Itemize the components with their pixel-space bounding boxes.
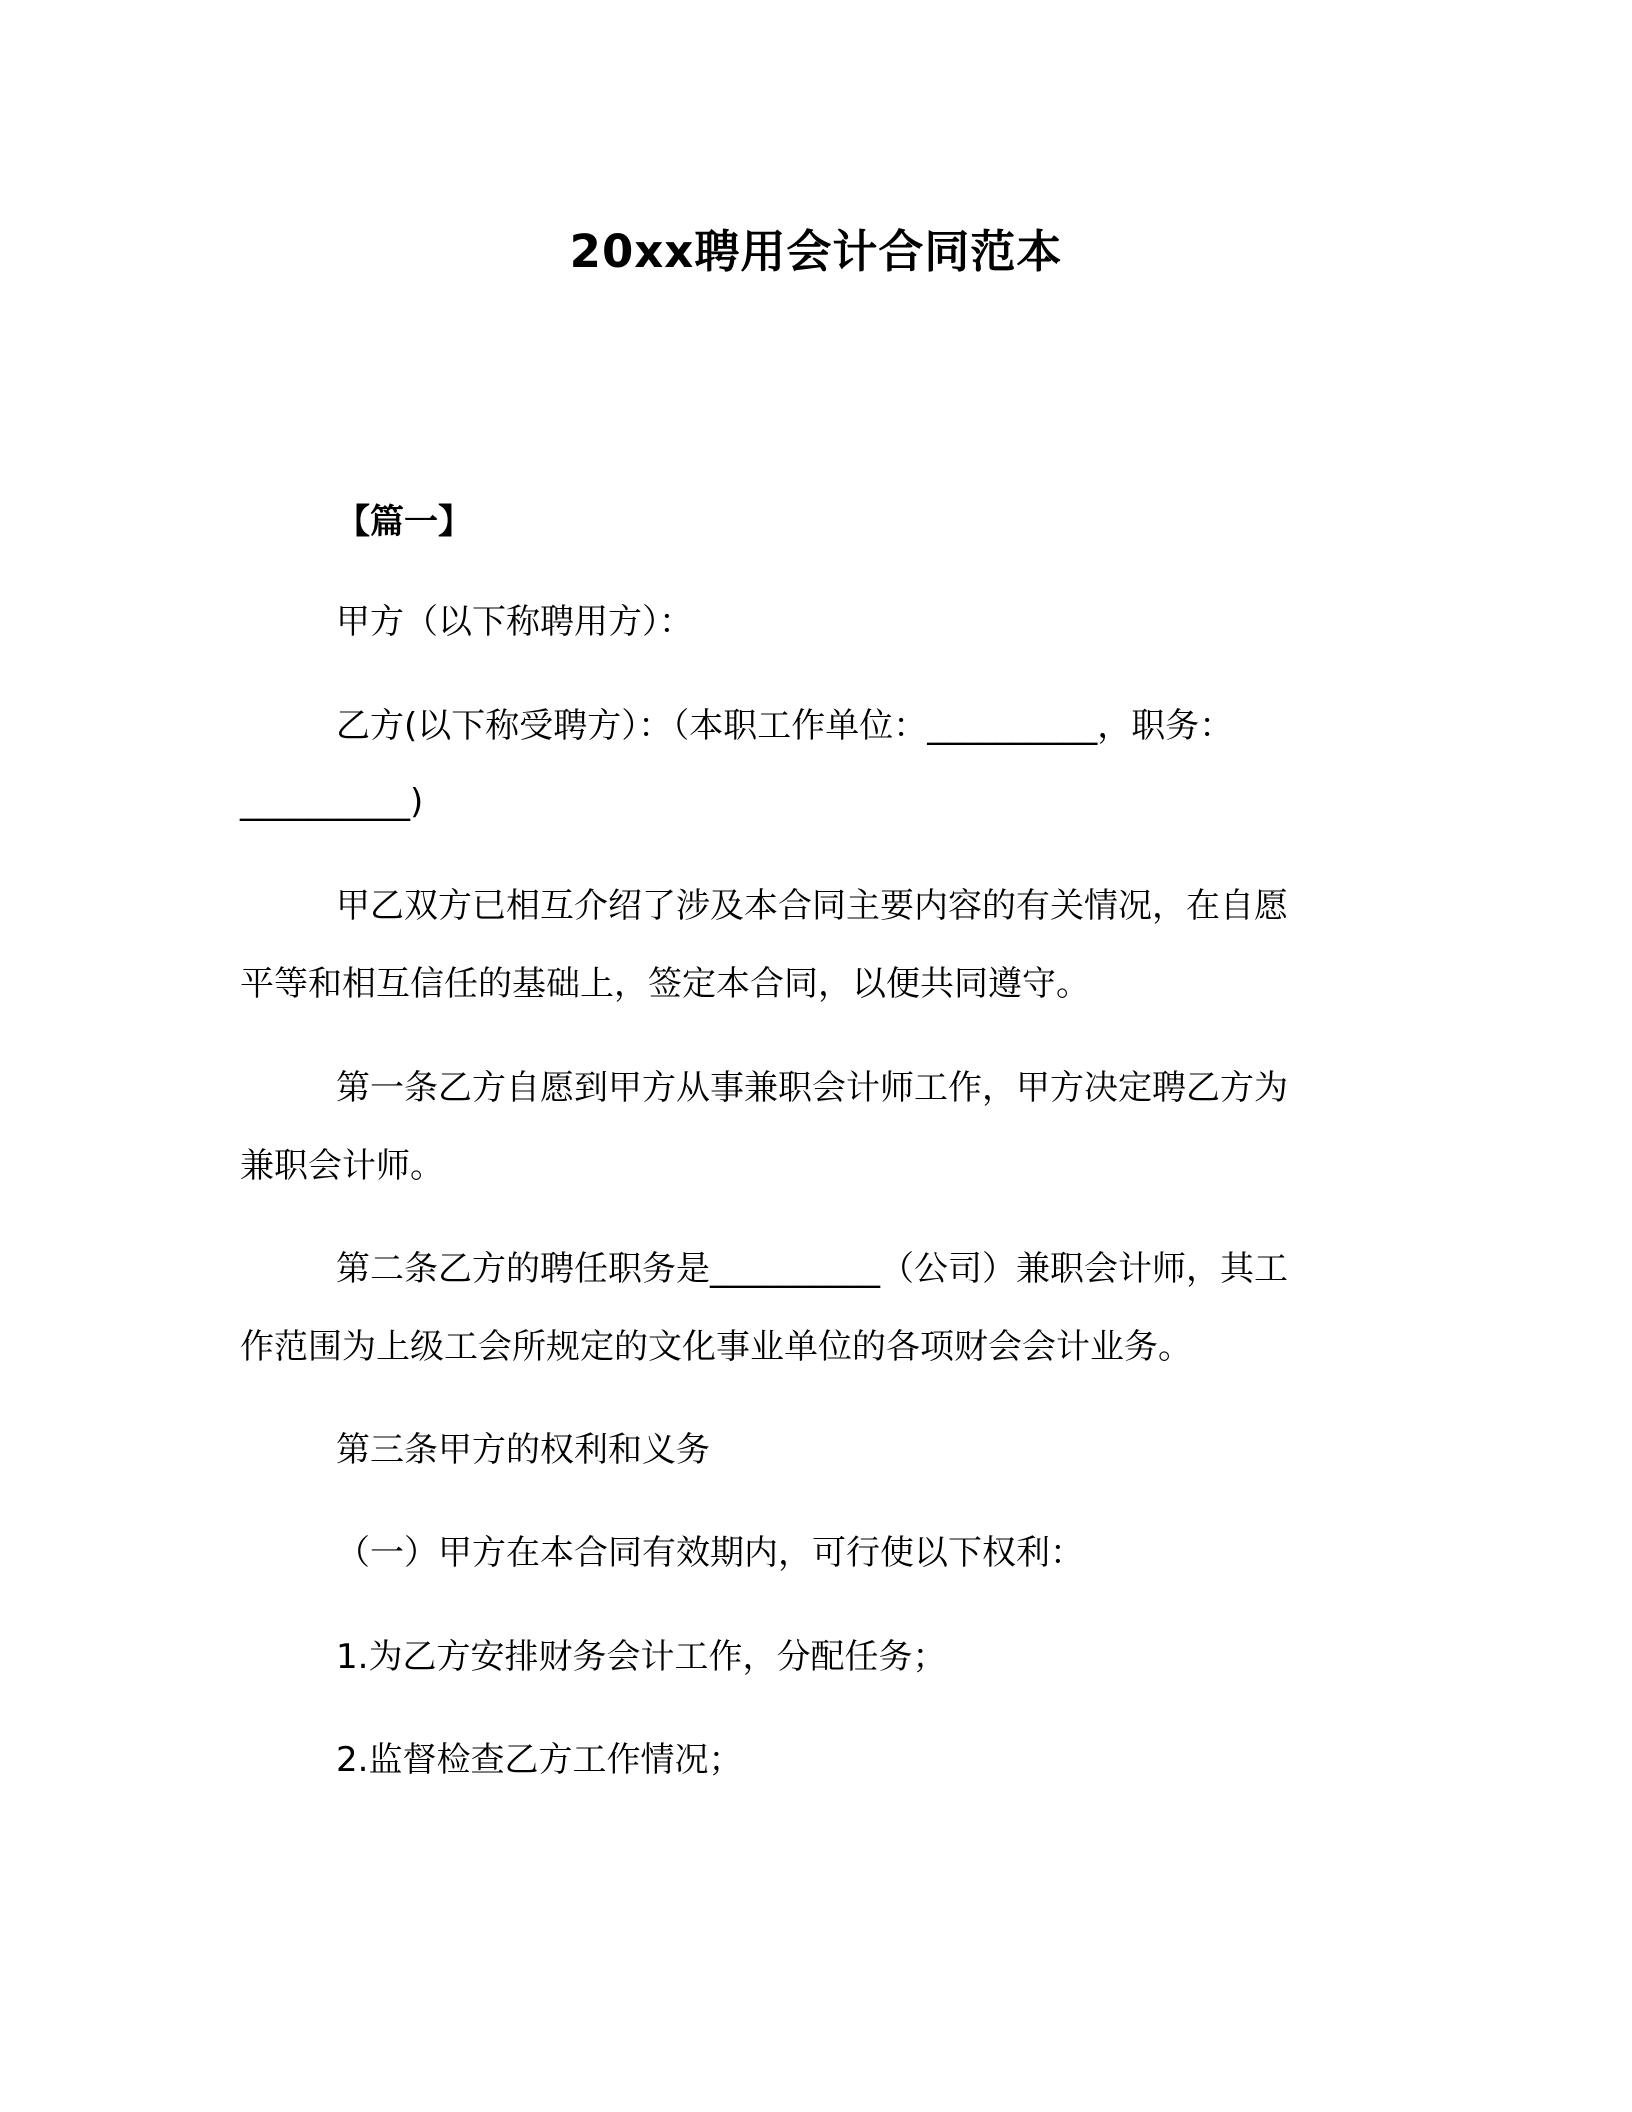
article-3-heading: 第三条甲方的权利和义务 xyxy=(336,1430,710,1470)
document-title: 20xx聘用会计合同范本 xyxy=(569,225,1063,278)
article-2-line-2: 作范围为上级工会所规定的文化事业单位的各项财会会计业务。 xyxy=(240,1327,1192,1367)
article-1-line-2: 兼职会计师。 xyxy=(240,1146,444,1186)
article-3-subsection-1: （一）甲方在本合同有效期内，可行使以下权利： xyxy=(336,1533,1084,1573)
section-label: 【篇一】 xyxy=(336,502,472,542)
article-1-line-1: 第一条乙方自愿到甲方从事兼职会计师工作，甲方决定聘乙方为 xyxy=(336,1068,1288,1108)
party-b-line-1: 乙方(以下称受聘方）：（本职工作单位：__________，职务： xyxy=(336,706,1234,746)
party-b-line-2: __________) xyxy=(240,782,424,822)
list-item-2: 2.监督检查乙方工作情况； xyxy=(336,1740,743,1780)
intro-line-1: 甲乙双方已相互介绍了涉及本合同主要内容的有关情况，在自愿 xyxy=(336,886,1288,926)
party-a-line: 甲方（以下称聘用方）： xyxy=(336,602,693,642)
list-item-1: 1.为乙方安排财务会计工作，分配任务； xyxy=(336,1637,947,1677)
intro-line-2: 平等和相互信任的基础上，签定本合同，以便共同遵守。 xyxy=(240,964,1090,1004)
article-2-line-1: 第二条乙方的聘任职务是__________（公司）兼职会计师，其工 xyxy=(336,1249,1288,1289)
